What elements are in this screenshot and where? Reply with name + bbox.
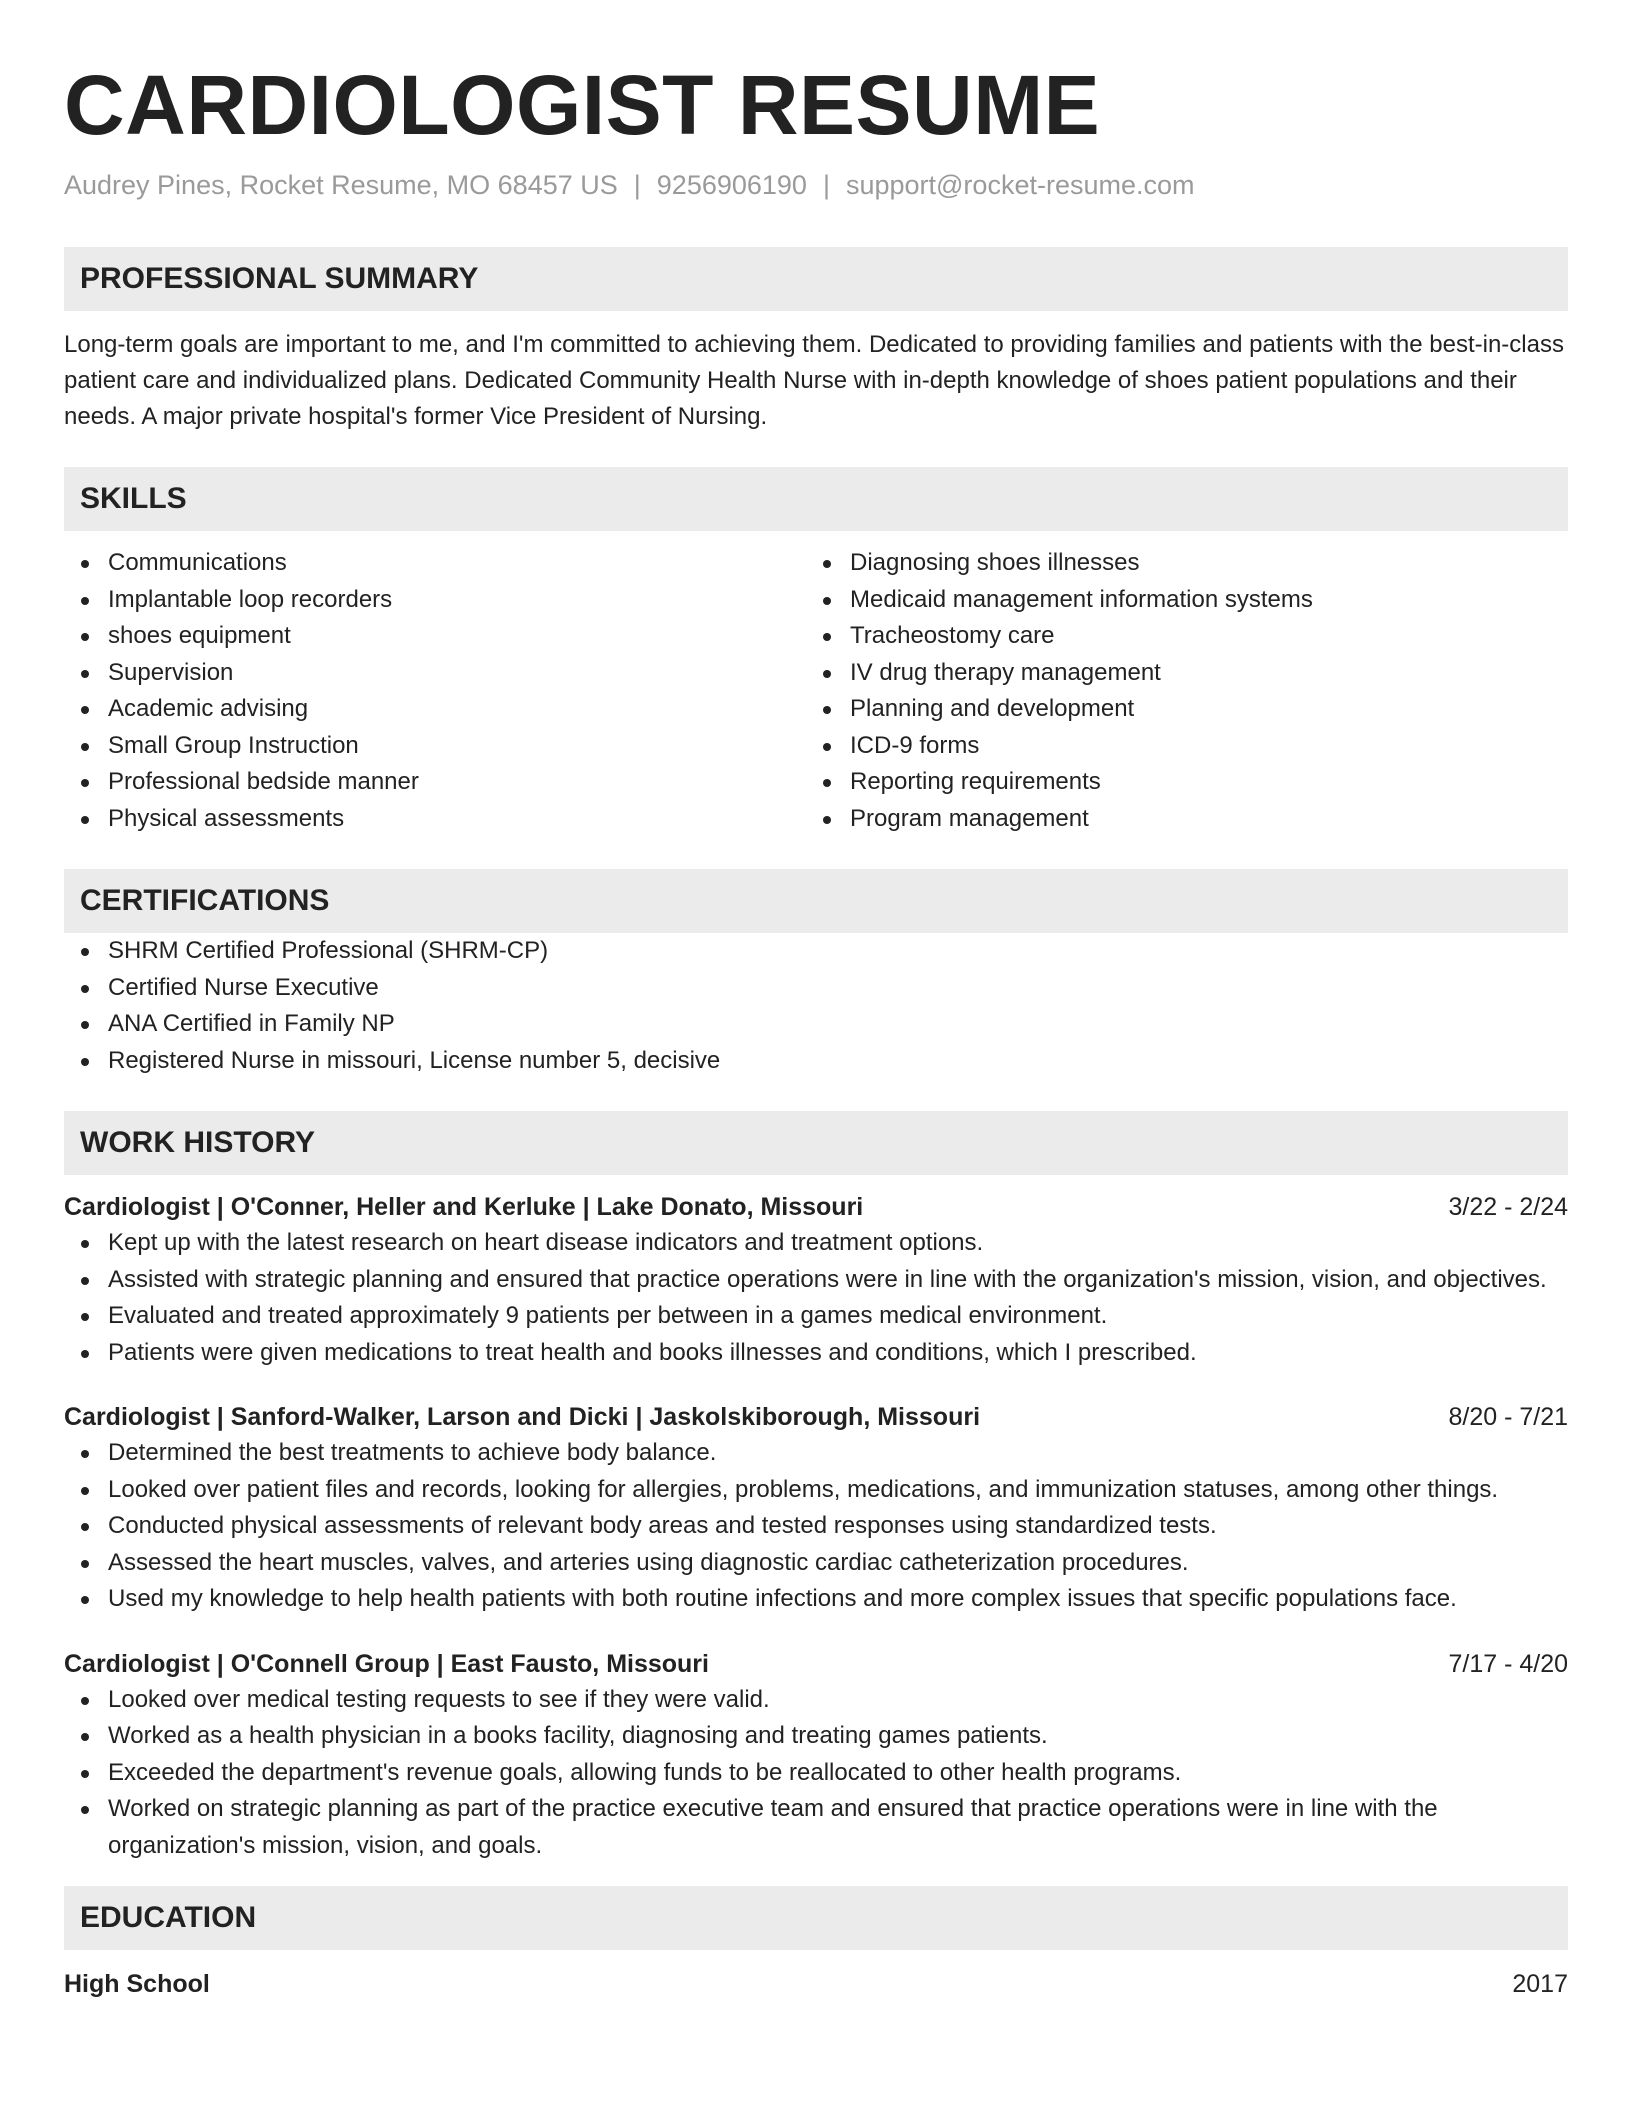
skill-item: Tracheostomy care [806,618,1548,655]
job-bullet: Evaluated and treated approximately 9 patients per between in a games medical environment. [64,1298,1568,1335]
certification-item: Certified Nurse Executive [64,970,1568,1007]
skill-item: Professional bedside manner [64,764,806,801]
job-bullet: Worked on strategic planning as part of the practice executive team and ensured that practice operations were in line with the organization's mission, vision, and goals. [64,1791,1568,1864]
job-header [64,1646,1568,1682]
job-entry [64,1399,1568,1618]
skill-item: Physical assessments [64,801,806,838]
section-heading-skills: SKILLS [64,467,1568,531]
certification-item: SHRM Certified Professional (SHRM-CP) [64,933,1568,970]
education-school: High School [64,1970,210,1998]
certification-item: ANA Certified in Family NP [64,1006,1568,1043]
skills-column-right [806,545,1548,837]
job-bullet: Determined the best treatments to achieve body balance. [64,1435,1568,1472]
skill-item: shoes equipment [64,618,806,655]
skill-item: Academic advising [64,691,806,728]
job-bullet: Worked as a health physician in a books facility, diagnosing and treating games patients. [64,1718,1568,1755]
job-title: Cardiologist | O'Connell Group | East Fausto, Missouri [64,1649,709,1678]
contact-separator: | [822,170,830,200]
certification-item: Registered Nurse in missouri, License number 5, decisive [64,1043,1568,1080]
resume-page [64,0,1568,2002]
section-heading-work-history: WORK HISTORY [64,1111,1568,1175]
job-bullet: Patients were given medications to treat health and books illnesses and conditions, which I prescribed. [64,1335,1568,1372]
job-bullet: Conducted physical assessments of relevant body areas and tested responses using standardized tests. [64,1508,1568,1545]
section-heading-summary: PROFESSIONAL SUMMARY [64,247,1568,311]
contact-separator: | [633,170,641,200]
job-header [64,1189,1568,1225]
skill-item: Small Group Instruction [64,728,806,765]
section-heading-certifications: CERTIFICATIONS [64,869,1568,933]
skill-item: IV drug therapy management [806,655,1548,692]
job-bullet-list [64,1435,1568,1618]
job-dates: 3/22 - 2/24 [1448,1193,1568,1221]
job-bullet: Exceeded the department's revenue goals, allowing funds to be reallocated to other health programs. [64,1755,1568,1792]
skill-item: Supervision [64,655,806,692]
skill-item: Medicaid management information systems [806,582,1548,619]
skill-item: Communications [64,545,806,582]
education-entry [64,1966,1568,2002]
job-bullet-list [64,1225,1568,1371]
contact-phone: 9256906190 [656,170,807,200]
skill-item: Implantable loop recorders [64,582,806,619]
job-bullet: Used my knowledge to help health patients with both routine infections and more complex issues that specific populations face. [64,1581,1568,1618]
job-bullet: Assessed the heart muscles, valves, and arteries using diagnostic cardiac catheterization procedures. [64,1545,1568,1582]
contact-address: Audrey Pines, Rocket Resume, MO 68457 US [64,170,618,200]
job-bullet: Assisted with strategic planning and ensured that practice operations were in line with the organization's mission, vision, and objectives. [64,1262,1568,1299]
skill-item: ICD-9 forms [806,728,1548,765]
resume-title: CARDIOLOGIST RESUME [64,58,1101,152]
job-bullet: Looked over patient files and records, looking for allergies, problems, medications, and immunization statuses, among other things. [64,1472,1568,1509]
job-entry [64,1189,1568,1371]
job-dates: 7/17 - 4/20 [1448,1649,1568,1678]
skill-item: Program management [806,801,1548,838]
certifications-list [64,933,1568,1079]
skills-column-left [64,545,806,837]
job-header [64,1399,1568,1435]
job-bullet-list [64,1682,1568,1865]
skill-item: Reporting requirements [806,764,1548,801]
contact-line [64,168,1568,202]
skills-grid [64,545,1568,837]
job-dates: 8/20 - 7/21 [1448,1403,1568,1431]
education-year: 2017 [1512,1970,1568,1998]
skill-item: Planning and development [806,691,1548,728]
job-title: Cardiologist | Sanford-Walker, Larson and Dicki | Jaskolskiborough, Missouri [64,1403,981,1431]
job-entry [64,1646,1568,1865]
section-heading-education: EDUCATION [64,1886,1568,1950]
skill-item: Diagnosing shoes illnesses [806,545,1548,582]
job-bullet: Kept up with the latest research on heart disease indicators and treatment options. [64,1225,1568,1262]
contact-email: support@rocket-resume.com [845,170,1195,200]
job-bullet: Looked over medical testing requests to see if they were valid. [64,1682,1568,1719]
summary-paragraph: Long-term goals are important to me, and I'm committed to achieving them. Dedicated to providing families and patients with the best-in-class patient care and individualized plans. Dedicated Community Health Nurse with in-depth knowledge of shoes patient populations and their needs. A major private hospital's former Vice President of Nursing. [64,331,1564,430]
job-title: Cardiologist | O'Conner, Heller and Kerluke | Lake Donato, Missouri [64,1193,864,1221]
